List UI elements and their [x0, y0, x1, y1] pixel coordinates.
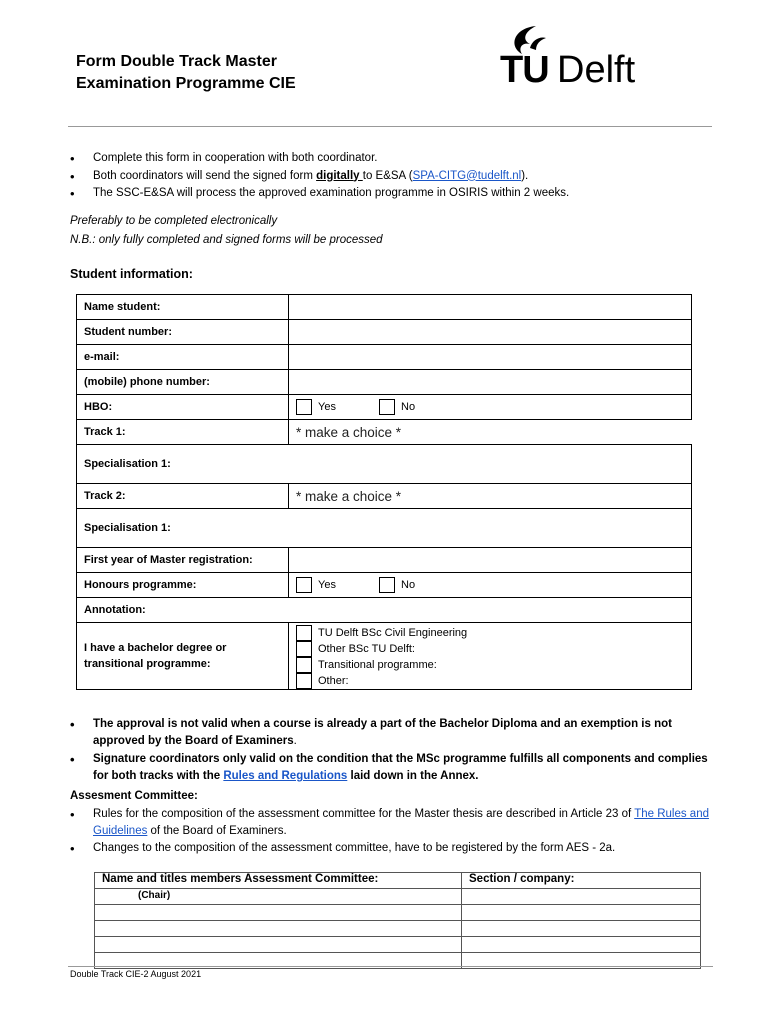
no-label: No [401, 400, 416, 413]
specialisation1-row [77, 445, 692, 484]
assessment-item: • Changes to the composition of the assessment committee, have to be registered by the form AES - 2a. [70, 840, 710, 857]
title-line-2: Examination Programme CIE [76, 75, 296, 92]
tudelft-logo [500, 22, 675, 92]
first-year-field[interactable] [289, 548, 692, 573]
committee-table [94, 872, 701, 969]
committee-cell[interactable] [95, 921, 462, 937]
bachelor-other-bsc-checkbox[interactable] [296, 641, 312, 657]
hbo-yes-checkbox[interactable] [296, 399, 312, 415]
committee-chair-cell[interactable] [95, 889, 462, 905]
bachelor-tudelft-checkbox[interactable] [296, 625, 312, 641]
track1-label: Track 1: [77, 420, 289, 445]
header-divider [68, 126, 712, 127]
bachelor-option: Other BSc TU Delft: [296, 641, 684, 657]
bachelor-options [289, 623, 692, 690]
first-year-label: First year of Master registration: [77, 548, 289, 573]
number-field[interactable] [289, 320, 692, 345]
chair-label: (Chair) [138, 890, 171, 901]
hbo-options [289, 395, 692, 420]
name-label: Name student: [77, 295, 289, 320]
bachelor-other-checkbox[interactable] [296, 673, 312, 689]
committee-cell[interactable] [462, 905, 701, 921]
bachelor-transitional-checkbox[interactable] [296, 657, 312, 673]
committee-cell[interactable] [462, 937, 701, 953]
rules-guidelines-link[interactable]: The Rules and Guidelines [93, 808, 709, 837]
committee-cell[interactable] [462, 921, 701, 937]
hbo-label: HBO: [77, 395, 289, 420]
hbo-no-checkbox[interactable] [379, 399, 395, 415]
assessment-heading: Assesment Committee: [70, 790, 198, 802]
committee-cell[interactable] [95, 905, 462, 921]
committee-section-header: Section / company: [462, 873, 701, 889]
email-label: e-mail: [77, 345, 289, 370]
no-label: No [401, 578, 416, 591]
student-info-heading: Student information: [70, 267, 193, 281]
annotation-row[interactable] [77, 598, 692, 623]
student-info-table [76, 294, 692, 690]
specialisation2-label: Specialisation 1: [84, 522, 171, 534]
bachelor-option: Other: [296, 673, 684, 689]
yes-label: Yes [318, 400, 336, 413]
specialisation2-row [77, 509, 692, 548]
note-complete: N.B.: only fully completed and signed forms will be processed [70, 234, 383, 246]
footer-divider [68, 966, 713, 967]
committee-name-header: Name and titles members Assessment Committee: [95, 873, 462, 889]
footer-text: Double Track CIE-2 August 2021 [70, 969, 202, 979]
note-item: • Signature coordinators only valid on the condition that the MSc programme fulfills all components and complies for both tracks with the Rules and Regulations laid down in the Annex. [70, 751, 710, 785]
phone-label: (mobile) phone number: [77, 370, 289, 395]
validity-notes [70, 716, 710, 786]
logo-delft: Delft [557, 49, 636, 91]
email-link[interactable]: SPA-CITG@tudelft.nl [412, 169, 522, 182]
assessment-list [70, 806, 710, 857]
assessment-item: • Rules for the composition of the assessment committee for the Master thesis are described in Article 23 of The Rules and Guidelines of the Board of Examiners. [70, 806, 710, 840]
yes-label: Yes [318, 578, 336, 591]
track1-select[interactable]: * make a choice * [289, 420, 692, 445]
note-item: • The approval is not valid when a course is already a part of the Bachelor Diploma and an exemption is not approved by the Board of Examiners. [70, 716, 710, 750]
track2-label: Track 2: [77, 484, 289, 509]
track2-select[interactable]: * make a choice * [289, 484, 692, 509]
title-line-1: Form Double Track Master [76, 53, 277, 70]
bachelor-option: Transitional programme: [296, 657, 684, 673]
bachelor-option: TU Delft BSc Civil Engineering [296, 625, 684, 641]
note-electronic: Preferably to be completed electronically [70, 215, 278, 227]
bachelor-label: I have a bachelor degree or transitional programme: [77, 623, 289, 690]
honours-label: Honours programme: [77, 573, 289, 598]
name-field[interactable] [289, 295, 692, 320]
page-title [76, 51, 296, 95]
number-label: Student number: [77, 320, 289, 345]
specialisation1-label: Specialisation 1: [84, 458, 171, 470]
committee-cell[interactable] [95, 937, 462, 953]
logo-tu: TU [500, 49, 549, 91]
intro-item: • Both coordinators will send the signed form digitally to E&SA (SPA-CITG@tudelft.nl). [70, 168, 710, 186]
committee-cell[interactable] [462, 889, 701, 905]
rules-regulations-link[interactable]: Rules and Regulations [223, 770, 348, 782]
honours-options [289, 573, 692, 598]
intro-item: • The SSC-E&SA will process the approved examination programme in OSIRIS within 2 weeks. [70, 185, 710, 203]
intro-item: • Complete this form in cooperation with both coordinator. [70, 150, 710, 168]
phone-field[interactable] [289, 370, 692, 395]
intro-list [70, 150, 710, 203]
email-field[interactable] [289, 345, 692, 370]
honours-yes-checkbox[interactable] [296, 577, 312, 593]
annotation-label: Annotation: [84, 604, 146, 616]
honours-no-checkbox[interactable] [379, 577, 395, 593]
